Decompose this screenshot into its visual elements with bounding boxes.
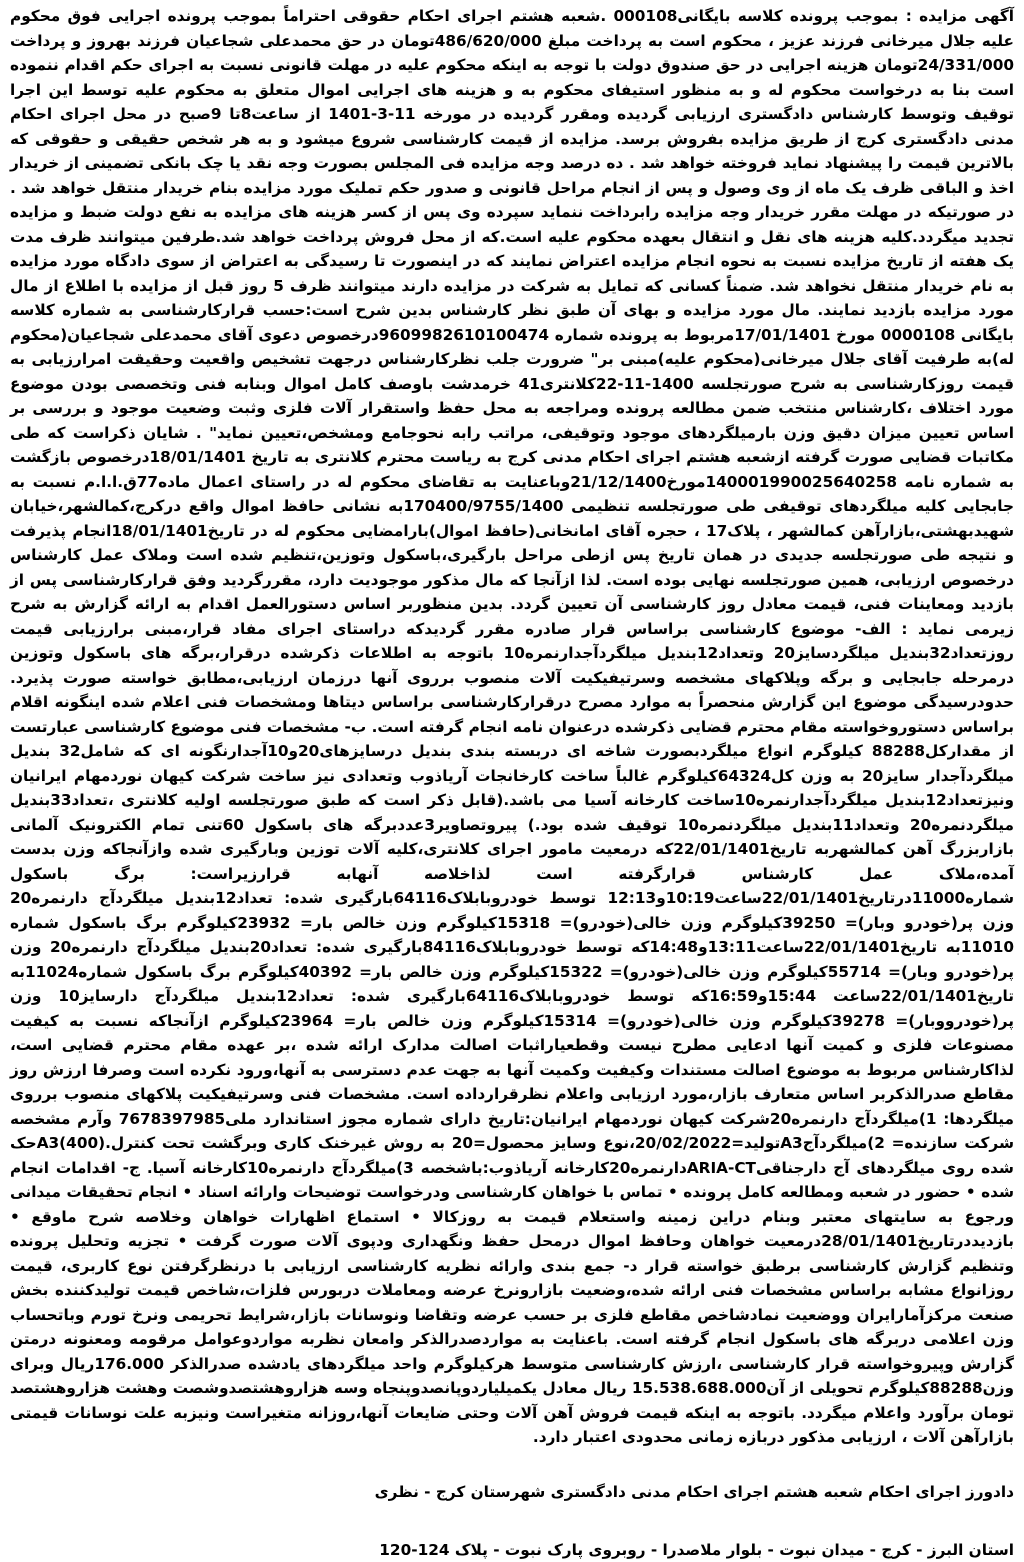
court-signature-line: دادورز اجرای احکام شعبه هشتم اجرای احکام مدنی دادگستری شهرستان کرج - نظری: [374, 1482, 1014, 1501]
notice-body-text: آگهی مزایده : بموجب پرونده کلاسه بایگانی000108 .شعبه هشتم اجرای احکام حقوقی احتراماً بموجب پرونده اجرایی فوق محکوم علیه جلال میرخانی فرزند عزیز ، محکوم است به پرداخت مبلغ 486/620/000تومان در حق محمدعلی شجاعیان فرزند بهروز و پرداخت 24/331/000تومان هزینه اجرایی در حق صندوق دولت با توجه به اینکه محکوم علیه در مهلت قانونی نسبت به اجرای حکم اقدام ننموده است بنا به درخواست محکوم له و به منظور استیفای محکوم به و هزینه های اجرایی اموال متعلق به محکوم علیه توسط این اجرا توقیف وتوسط کارشناس دادگستری ارزیابی گردیده ومقرر گردیده در مورخه 11-3-1401 از ساعت8تا 9صبح در محل اجرای احکام مدنی دادگستری کرج از طریق مزایده بفروش برسد. مزایده از قیمت کارشناسی شروع میشود و به هر شخص حقیقی و حقوقی که بالاترین قیمت را پیشنهاد نماید فروخته خواهد شد . ده درصد وجه مزایده فی المجلس بصورت وجه نقد یا چک بانکی تضمینی از خریدار اخذ و الباقی ظرف یک ماه از وی وصول و پس از انجام مراحل قانونی و صدور حکم تملیک مورد مزایده بنام خریدار منتقل خواهد شد . در صورتیکه در مهلت مقرر خریدار وجه مزایده رابرداخت ننماید سپرده وی پس از کسر هزینه های مزایده به نفع دولت ضبط و مزایده تجدید میگردد.کلیه هزینه های نقل و انتقال بعهده محکوم علیه است.که از محل فروش پرداخت خواهد شد.طرفین میتوانند ظرف مدت یک هفته از تاریخ مزایده نسبت به نحوه انجام مزایده اعتراض نمایند که در اینصورت تا رسیدگی به اعتراض از سوی دادگاه مورد مزایده به نام خریدار منتقل نخواهد شد. ضمناً کسانی که تمایل به شرکت در مزایده دارند میتوانند ظرف 5 روز قبل از مزایده با اطلاع از مال مورد مزایده بازدید نمایند. مال مورد مزایده و بهای آن طبق نظر کارشناس بدین شرح است:حسب قرارکارشناسی به شماره کلاسه بایگانی 0000108 مورخ 17/01/1401مربوط به پرونده شماره 9609982610100474درخصوص دعوی آقای محمدعلی شجاعیان(محکوم له)به طرفیت آقای جلال میرخانی(محکوم علیه)مبنی بر" ضرورت جلب نظرکارشناس درجهت تشخیص واقعیت وحقیقت امرارزیابی به قیمت روزکارشناسی به شرح صورتجلسه 1400-11-22کلانتری41 خرمدشت باوصف کامل اموال وبنابه فنی وتخصصی بودن موضوع مورد اختلاف ،کارشناس منتخب ضمن مطالعه پرونده ومراجعه به محل حفظ واستقرار آلات فلزی وثبت وضعیت موجود و بررسی بر اساس تعیین میزان دقیق وزن بارمیلگردهای موجود وتوقیفی، مراتب رابه نحوجامع ومشخص،تعیین نماید" . شایان ذکراست که طی مکاتبات قضایی صورت گرفته ازشعبه هشتم اجرای احکام مدنی کرج به ریاست محترم کلانتری به تاریخ 18/01/1401درخصوص بازگشت به شماره نامه 140001990025640258مورخ21/12/1400وباعنایت به تقاضای محکوم له در راستای اعمال ماده77ق.ا.ا.م نسبت به جابجایی کلیه میلگردهای توقیفی طی صورتجلسه تنظیمی 170400/9755/1400به نشانی حافظ اموال واقع درکرج،کمالشهر،خیابان شهیدبهشتی،بازارآهن کمالشهر ، پلاک17 ، حجره آقای امانخانی(حافظ اموال)بارامضایی محکوم له در تاریخ18/01/1401انجام پذیرفت و نتیجه طی صورتجلسه جدیدی در همان تاریخ پس ازطی مراحل بارگیری،باسکول وتوزین،تنظیم شده است وملاک عمل کارشناس درخصوص ارزیابی، همین صورتجلسه نهایی بوده است. لذا ازآنجا که مال مذکور موجودیت دارد، مقررگردید وفق قرارکارشناسی پس از بازدید ومعاینات فنی، قیمت معادل روز کارشناسی آن تعیین گردد. بدین منظوربر اساس دستورالعمل اقدام به ارائه گزارش به شرح زیرمی نماید : الف- موضوع کارشناسی براساس قرار صادره مقرر گردیدکه دراستای اجرای مفاد قرار،مبنی برارزیابی قیمت روزتعداد32بندیل میلگردسایز20 وتعداد12بندیل میلگردآجدارنمره10 باتوجه به اطلاعات ذکرشده درقرار،برگه های باسکول وتوزین درمرحله جابجایی و برگه وپلاکهای مشخصه وسرتیفیکیت آلات منصوب برروی آنها درزمان ارزیابی،مطابق خواسته صورت پذیرد. حدودرسیدگی موضوع این گزارش منحصراً به موارد مصرح درقرارکارشناسی براساس دیتاها ومشخصات فنی اعلام شده اینگونه اقلام براساس دستوروخواسته مقام محترم قضایی ذکرشده درعنوان نامه انجام گرفته است. ب- مشخصات فنی موضوع کارشناسی عبارتست از مقدارکل88288 کیلوگرم انواع میلگردبصورت شاخه ای دربسته بندی بندیل درسایزهای20و10آجدارنگونه ای که شامل32 بندیل میلگردآجدار سایز20 به وزن کل64324کیلوگرم غالباً ساخت کارخانجات آریاذوب وتعدادی نیز ساخت شرکت کیهان نوردمهام ایرانیان ونیزتعداد12بندیل میلگردآجدارنمره10ساخت کارخانه آسیا می باشد.(قابل ذکر است که طبق صورتجلسه اولیه کلانتری ،تعداد33بندیل میلگردنمره20 وتعداد11بندیل میلگردنمره10 توقیف شده بود.) پیروتصاویر3عددبرگه های باسکول 60تنی تمام الکترونیک آلمانی بازاربزرگ آهن کمالشهربه تاریخ22/01/1401که درمعیت مامور اجرای کلانتری،کلیه آلات توزین وبارگیری شده وازآنجاکه وزن بدست آمده،ملاک عمل کارشناس قرارگرفته است لذاخلاصه آنهابه قرارزیراست: برگ باسکول شماره11000درتاریخ22/01/1401ساعت10:19و12:13 توسط خودروبابلاک64116بارگیری شده: تعداد12بندیل میلگردآج دارنمره20 وزن پر(خودرو وبار)= 39250کیلوگرم وزن خالی(خودرو)= 15318کیلوگرم وزن خالص بار= 23932کیلوگرم برگ باسکول شماره 11010به تاریخ22/01/1401ساعت13:11و14:48که توسط خودروبابلاک84116بارگیری شده: تعداد20بندیل میلگردآج دارنمره20 وزن پر(خودرو وبار)= 55714کیلوگرم وزن خالی(خودرو)= 15322کیلوگرم وزن خالص بار= 40392کیلوگرم برگ باسکول شماره11024به تاریخ22/01/1401ساعت 15:44و16:59که توسط خودروبابلاک64116بارگیری شده: تعداد12بندیل میلگردآج دارسایز10 وزن پر(خودرووبار)= 39278کیلوگرم وزن خالی(خودرو)= 15314کیلوگرم وزن خالص بار= 23964کیلوگرم ازآنجاکه نسبت به کیفیت مصنوعات فلزی و کمیت آنها ادعایی مطرح نیست وقطعیاراثبات اصالت مدارک ارائه شده ،بر عهده مقام محترم قضایی است، لذاکارشناس مربوط به موضوع اصالت مستندات وکیفیت وکمیت آنها به جهت عدم دسترسی به آنها،ورود نکرده است وصرفا ارزش روز مقاطع صدرالذکربر اساس متعارف بازار،مورد ارزیابی واعلام نظرقرارداده است. مشخصات فنی وسرتیفیکیت پلاکهای منصوب برروی میلگردها: 1)میلگردآج دارنمره20شرکت کیهان نوردمهام ایرانیان:تاریخ دارای شماره مجوز استاندارد ملی7678397985 وآرم مشخصه شرکت سازنده= 2)میلگردآجA3تولید=20/02/2022،نوع وسایز محصول=20 به روش غیرخنک کاری وبرگشت تحت کنترل.(400)A3حک شده روی میلگردهای آج دارجناقیARIA-CTدارنمره20کارخانه آریاذوب:باشخصه 3)میلگردآج دارنمره10کارخانه آسیا. ج- اقدامات انجام شده • حضور در شعبه ومطالعه کامل پرونده • تماس با خواهان کارشناسی ودرخواست توضیحات وارائه اسناد • انجام تحقیقات میدانی ورجوع به سایتهای معتبر وبنام دراین زمینه واستعلام قیمت به روزکالا • استماع اظهارات خواهان وخلاصه شرح ماوقع • بازدیددرتاریخ28/01/1401درمعیت خواهان وحافظ اموال درمحل حفظ ونگهداری ودپوی آلات صورت گرفت • تجزیه وتحلیل پرونده وتنظیم گزارش کارشناسی برطبق خواسته قرار د- جمع بندی وارائه نظریه کارشناسی ارزیابی با درنظرگرفتن نوع کاربری، قیمت روزانواع مشابه براساس مشخصات فنی ارائه شده،وضعیت بازارونرخ عرضه ومعاملات دربورس فلزات،شاخص قیمت تولیدکننده بخش صنعت مرکزآمارایران ووضعیت نمادشاخص مقاطع فلزی بر حسب عرضه وتقاضا ونوسانات بازار،شرایط تحریمی ونرخ تورم وباتحساب وزن اعلامی دربرگه های باسکول انجام گرفته است. باعنایت به مواردصدرالذکر وامعان نظربه مواردوعوامل مرقومه ومعنونه درمتن گزارش وپیروخواسته قرار کارشناسی ،ارزش کارشناسی متوسط هرکیلوگرم واحد میلگردهای یادشده صدرالذکر 176.000ریال وبرای وزن88288کیلوگرم تحویلی از آن15.538.688.000 ریال معادل یکمیلیاردوپانصدوپنجاه وسه هزاروهشتصدوشصت وهشت هزاروهشتصد تومان برآورد واعلام میگردد. باتوجه به اینکه قیمت فروش آهن آلات وحتی ضایعات آنها،روزانه متغیراست ونیزبه علت نوسانات قیمتی بازارآهن آلات ، ارزیابی مذکور دربازه زمانی محدودی اعتبار دارد.: [10, 7, 1015, 1446]
court-address-line: استان البرز - کرج - میدان نبوت - بلوار ملاصدرا - روبروی پارک نبوت - پلاک 124-120: [379, 1540, 1014, 1559]
